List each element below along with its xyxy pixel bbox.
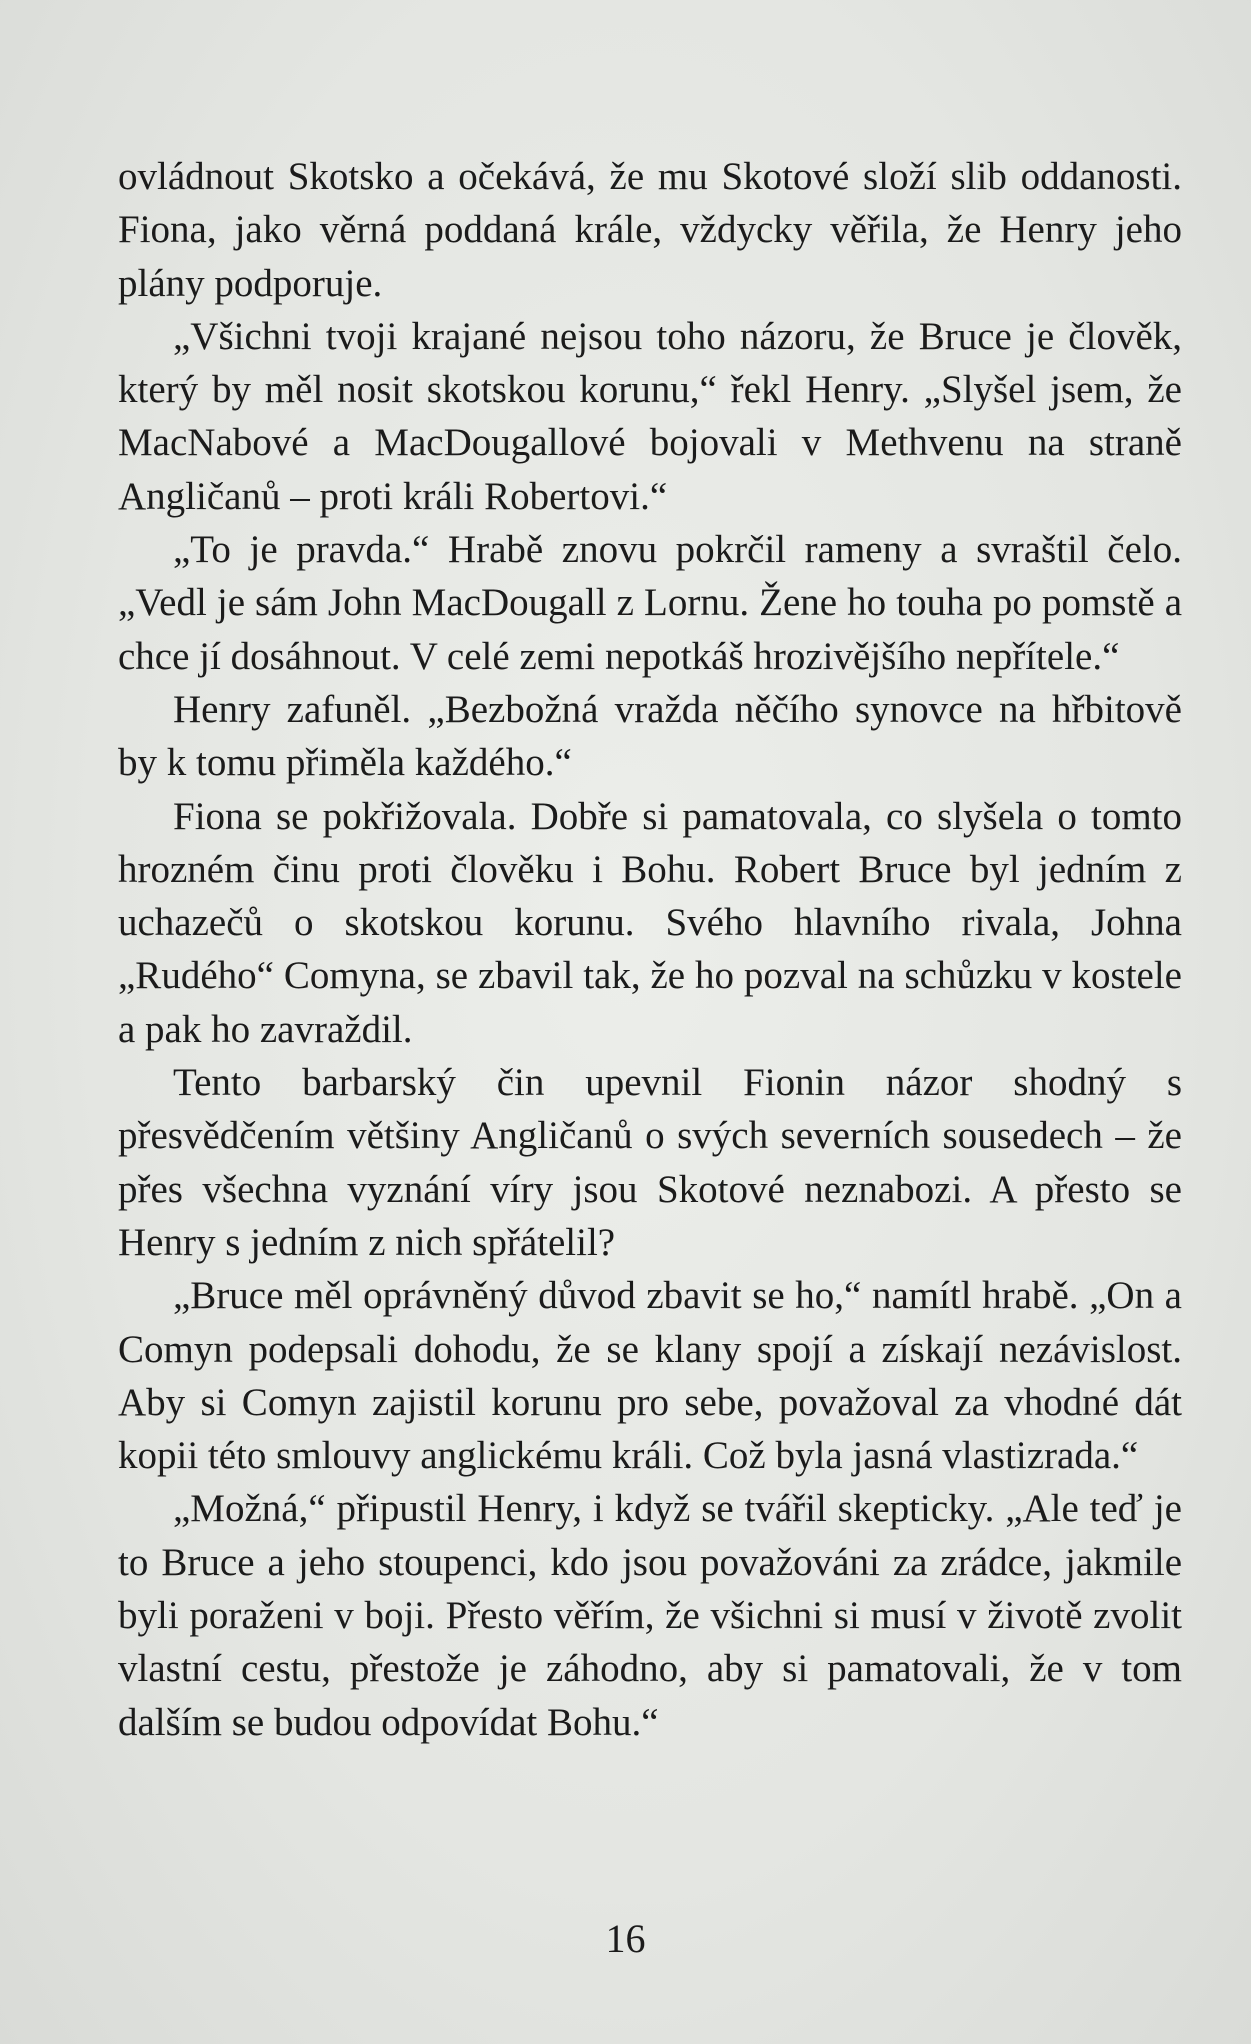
paragraph-3: „To je pravda.“ Hrabě znovu pokrčil rameny a svraštil čelo. „Vedl je sám John MacDougall z Lornu. Žene ho touha po pomstě a chce jí dosáhnout. V celé zemi nepotkáš hrozivějšího nepřítele.“ — [118, 528, 1182, 678]
paragraph-1: ovládnout Skotsko a očekává, že mu Skotové složí slib oddanosti. Fiona, jako věrná poddaná krále, vždycky věřila, že Henry jeho plány podporuje. — [118, 155, 1182, 305]
paragraph-5: Fiona se pokřižovala. Dobře si pamatovala, co slyšela o tomto hrozném činu proti člověku i Bohu. Robert Bruce byl jedním z uchazečů o skotskou korunu. Svého hlavního rivala, Johna „Rudého“ Comyna, se zbavil tak, že ho pozval na schůzku v kostele a pak ho zavraždil. — [118, 794, 1182, 1051]
page-number: 16 — [605, 1916, 646, 1961]
paragraph-7: „Bruce měl oprávněný důvod zbavit se ho,“ namítl hrabě. „On a Comyn podepsali dohodu, že se klany spojí a získají nezávislost. Aby si Comyn zajistil korunu pro sebe, považoval za vhodné dát kopii této smlouvy anglickému králi. Což byla jasná vlastizrada.“ — [118, 1274, 1182, 1478]
paragraph-6: Tento barbarský čin upevnil Fionin názor shodný s přesvědčením většiny Angličanů o svých severních sousedech – že přes všechna vyznání víry jsou Skotové neznabozi. A přesto se Henry s jedním z nich spřátelil? — [118, 1061, 1182, 1264]
paragraph-4: Henry zafuněl. „Bezbožná vražda něčího synovce na hřbitově by k tomu přiměla každého.“ — [118, 687, 1182, 785]
paragraph-8: „Možná,“ připustil Henry, i když se tvářil skepticky. „Ale teď je to Bruce a jeho stoupenci, kdo jsou považováni za zrádce, jakmile byli poraženi v boji. Přesto věřím, že všichni si musí v životě zvolit vlastní cestu, přestože je záhodno, aby si pamatovali, že v tom dalším se budou odpovídat Bohu.“ — [118, 1487, 1182, 1744]
book-page-text — [118, 150, 1182, 1749]
paragraph-2: „Všichni tvoji krajané nejsou toho názoru, že Bruce je člověk, který by měl nosit skotskou korunu,“ řekl Henry. „Slyšel jsem, že MacNabové a MacDougallové bojovali v Methvenu na straně Angličanů – proti králi Robertovi.“ — [118, 314, 1182, 518]
